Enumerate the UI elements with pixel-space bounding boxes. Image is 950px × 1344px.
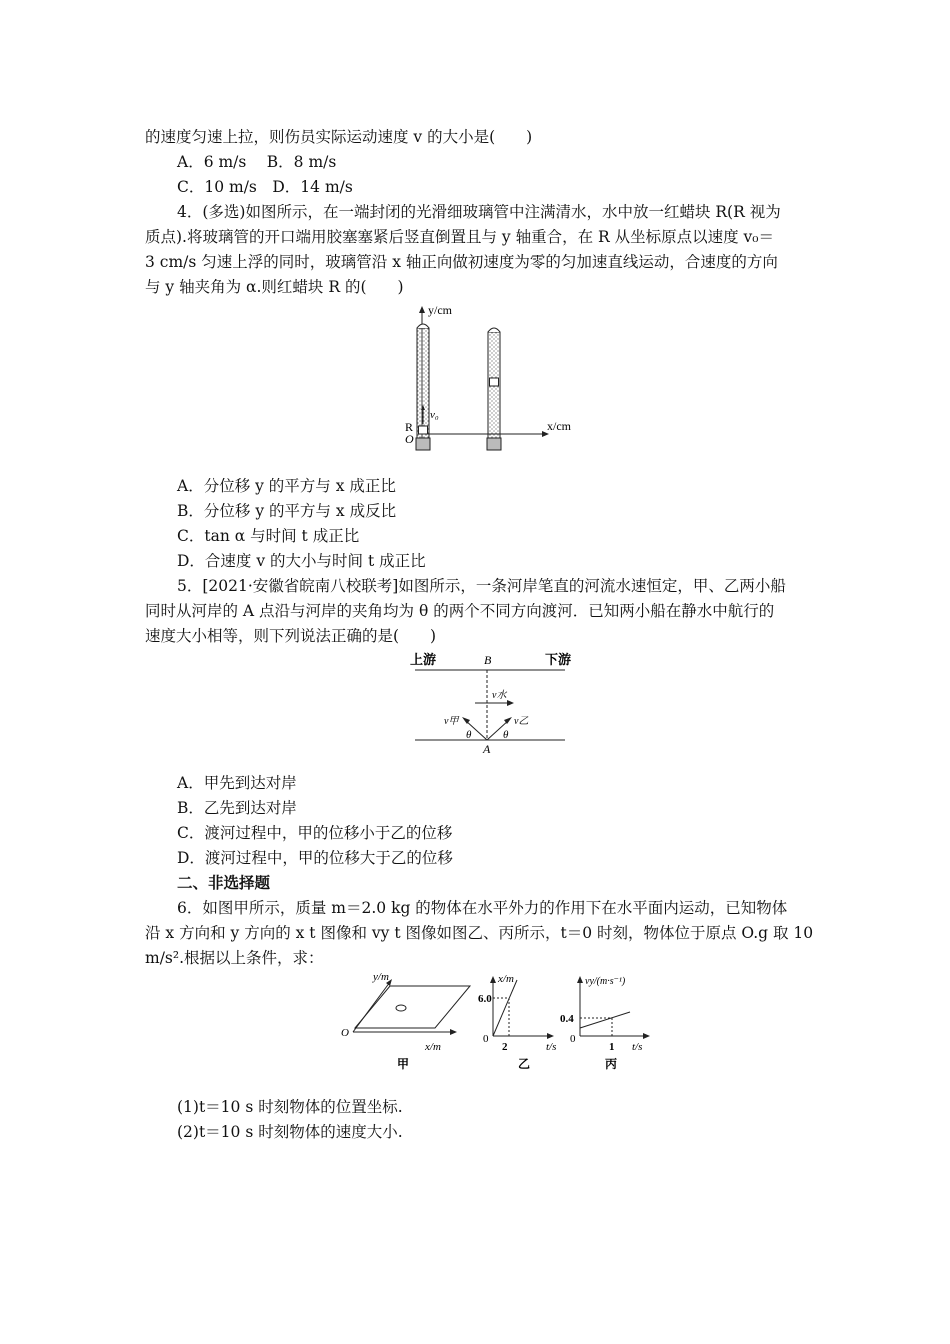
q4-x-label: x/cm [547, 419, 571, 433]
q4-r-label: R [405, 420, 414, 434]
q6-figure-yi [478, 970, 563, 1075]
q5-theta-left: θ [466, 729, 472, 741]
q6-figure-bing [560, 970, 670, 1075]
q6-bing-y-label: vy/(m·s⁻¹) [585, 976, 626, 987]
q6-stem-line3: m/s².根据以上条件，求： [145, 949, 324, 967]
q4-option-d: D．合速度 v 的大小与时间 t 成正比 [177, 552, 426, 570]
q3-options-ab: A．6 m/s B．8 m/s [177, 153, 337, 171]
q5-option-b: B．乙先到达对岸 [177, 799, 297, 817]
q6-bing-x-label: t/s [632, 1041, 643, 1053]
q5-downstream-label: 下游 [545, 652, 572, 667]
q4-stem-line3: 3 cm/s 匀速上浮的同时，玻璃管沿 x 轴正向做初速度为零的匀加速直线运动，合速度的方向 [145, 253, 778, 271]
q5-upstream-label: 上游 [410, 652, 437, 667]
q6-figure-jia [335, 970, 480, 1075]
q6-jia-origin: O [341, 1027, 349, 1039]
q4-stem-line1: 4．(多选)如图所示，在一端封闭的光滑细玻璃管中注满清水，水中放一红蜡块 R(R 视为 [177, 203, 781, 221]
q6-subquestion-2: (2)t＝10 s 时刻物体的速度大小. [177, 1123, 403, 1141]
q4-option-c: C．tan α 与时间 t 成正比 [177, 527, 360, 545]
q6-yi-origin: 0 [483, 1033, 489, 1045]
q6-stem-line2: 沿 x 方向和 y 方向的 x t 图像和 vy t 图像如图乙、丙所示，t＝0 时刻，物体位于原点 O.g 取 10 [145, 924, 814, 942]
q5-b-label: B [484, 653, 492, 667]
q6-bing-caption: 丙 [605, 1057, 618, 1071]
q5-option-d: D．渡河过程中，甲的位移大于乙的位移 [177, 849, 453, 867]
q5-option-a: A．甲先到达对岸 [177, 774, 297, 792]
q5-theta-right: θ [503, 729, 509, 741]
q6-stem-line1: 6．如图甲所示，质量 m＝2.0 kg 的物体在水平外力的作用下在水平面内运动，已知物体 [177, 899, 788, 917]
q5-option-c: C．渡河过程中，甲的位移小于乙的位移 [177, 824, 453, 842]
q5-v-jia-label: v甲 [444, 716, 459, 727]
q6-bing-xvalue: 1 [609, 1041, 615, 1053]
q6-subquestion-1: (1)t＝10 s 时刻物体的位置坐标. [177, 1098, 403, 1116]
section-heading: 二、非选择题 [177, 873, 271, 892]
q5-v-yi-label: v乙 [514, 716, 529, 727]
q6-yi-y-label: x/m [498, 973, 514, 985]
q6-bing-origin: 0 [570, 1033, 576, 1045]
q5-figure [400, 648, 580, 760]
q6-jia-caption: 甲 [397, 1057, 410, 1071]
q5-stem-line3: 速度大小相等，则下列说法正确的是( ) [145, 627, 437, 645]
q6-jia-x-label: x/m [425, 1041, 441, 1053]
q6-yi-caption: 乙 [518, 1057, 531, 1071]
q5-stem-line2: 同时从河岸的 A 点沿与河岸的夹角均为 θ 的两个不同方向渡河．已知两小船在静水中航行的 [145, 602, 775, 620]
q6-yi-xvalue: 2 [502, 1041, 508, 1053]
q4-origin-label: O [405, 432, 414, 446]
q4-stem-line4: 与 y 轴夹角为 α.则红蜡块 R 的( ) [145, 278, 404, 296]
q4-v-label: v₀ [430, 409, 439, 421]
q6-jia-y-label: y/m [373, 971, 389, 983]
q4-y-label: y/cm [428, 303, 452, 317]
q5-a-label: A [483, 742, 491, 756]
q3-options-cd: C．10 m/s D．14 m/s [177, 178, 353, 196]
q6-bing-yvalue: 0.4 [560, 1013, 574, 1025]
q5-v-water-label: v水 [492, 690, 507, 701]
q3-stem-tail: 的速度匀速上拉，则伤员实际运动速度 v 的大小是( ) [145, 128, 533, 146]
q4-stem-line2: 质点).将玻璃管的开口端用胶塞塞紧后竖直倒置且与 y 轴重合，在 R 从坐标原点以速度 v₀＝ [145, 228, 775, 246]
q4-option-a: A．分位移 y 的平方与 x 成正比 [177, 477, 396, 495]
q6-yi-yvalue: 6.0 [478, 993, 492, 1005]
q5-stem-line1: 5．[2021·安徽省皖南八校联考]如图所示，一条河岸笔直的河流水速恒定，甲、乙两小船 [177, 577, 786, 595]
q6-yi-x-label: t/s [546, 1041, 557, 1053]
q4-figure [395, 300, 595, 460]
q4-option-b: B．分位移 y 的平方与 x 成反比 [177, 502, 397, 520]
